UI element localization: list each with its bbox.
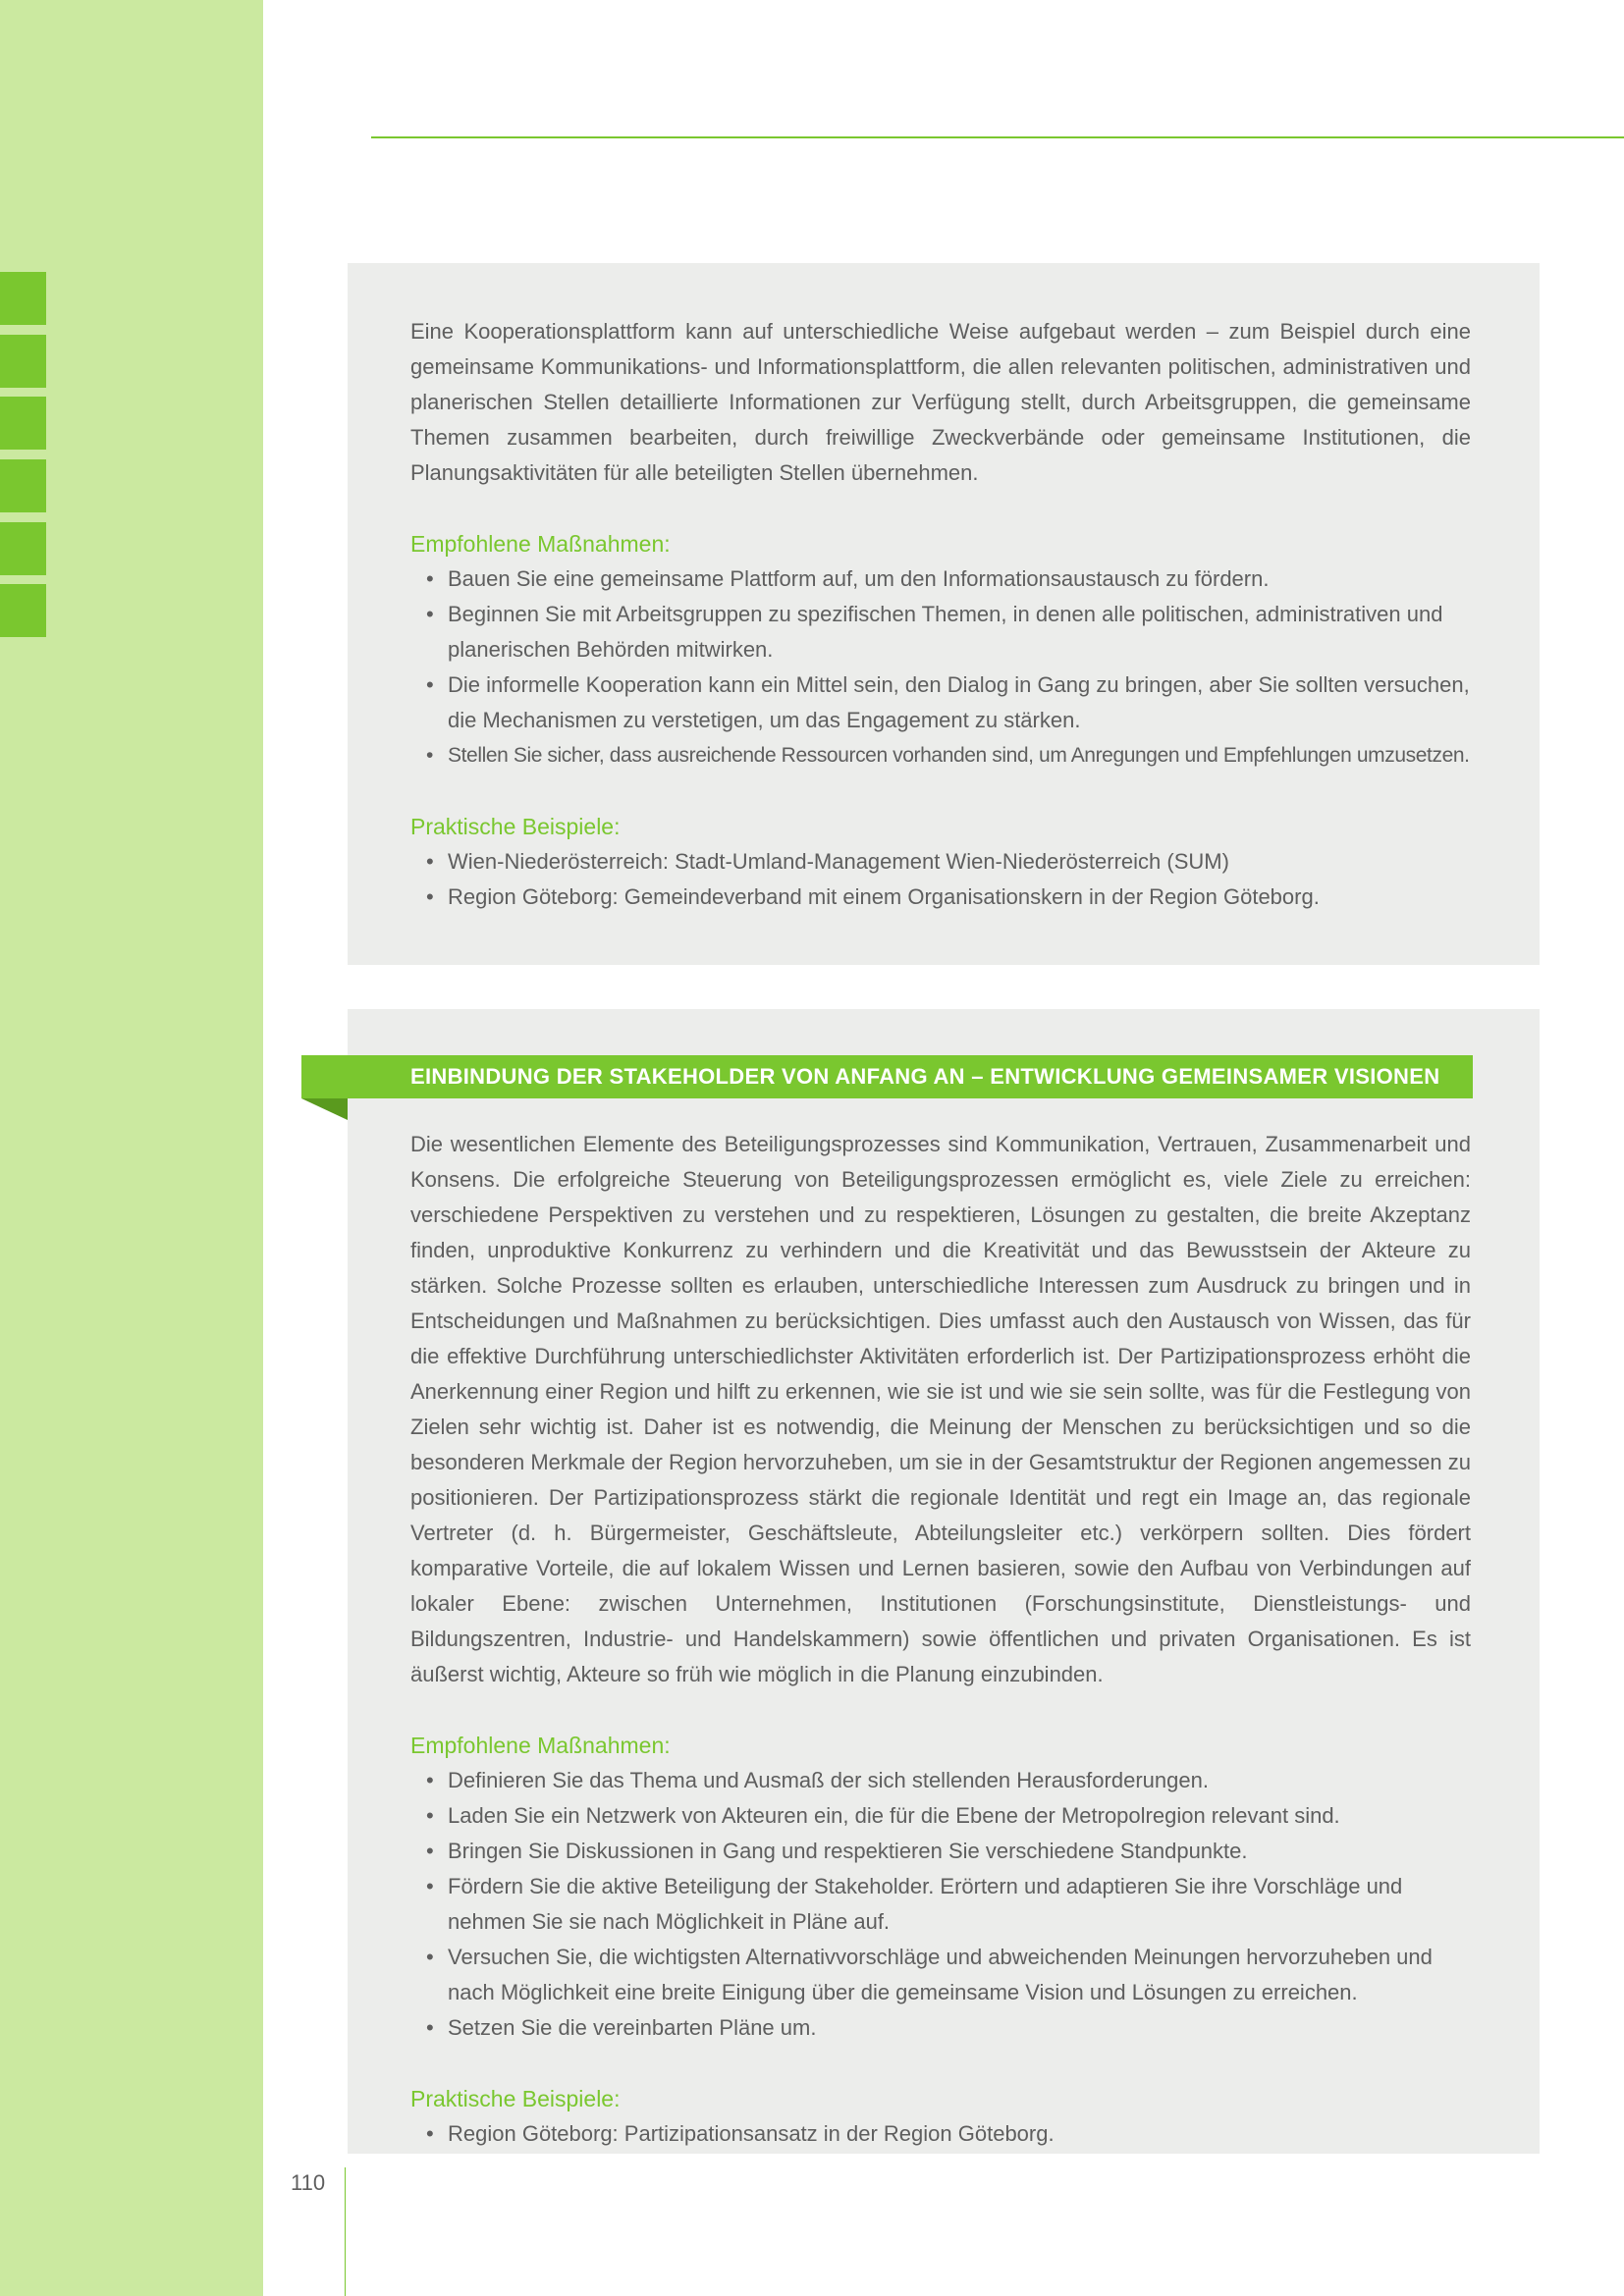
info-box-cooperation — [348, 263, 1540, 965]
info-box-content — [410, 314, 1471, 915]
measures-list — [410, 1763, 1471, 2046]
examples-list — [410, 844, 1471, 915]
info-box-content — [410, 1127, 1471, 2152]
intro-paragraph: Eine Kooperationsplattform kann auf unterschiedliche Weise aufgebaut werden – zum Beispiel durch eine gemeinsame Kommunikations- und Informationsplattform, die allen relevanten politischen, administrativen und planerischen Stellen detaillierte Informationen zur Verfügung stellt, durch Arbeitsgruppen, die gemeinsame Themen zusammen bearbeiten, durch freiwillige Zweckverbände oder gemeinsame Institutionen, die Planungsaktivitäten für alle beteiligten Stellen übernehmen. — [410, 319, 1471, 485]
sidebar-tab-5 — [0, 522, 46, 575]
list-item: • Wien-Niederösterreich: Stadt-Umland-Management Wien-Niederösterreich (SUM) — [410, 844, 1471, 880]
list-item: • Definieren Sie das Thema und Ausmaß der sich stellenden Herausforderungen. — [410, 1763, 1471, 1798]
sidebar-tab-2 — [0, 335, 46, 388]
list-item: • Die informelle Kooperation kann ein Mittel sein, den Dialog in Gang zu bringen, aber Sie sollten versuchen, die Mechanismen zu verstetigen, um das Engagement zu stärken. — [410, 667, 1471, 738]
list-item: • Laden Sie ein Netzwerk von Akteuren ein, die für die Ebene der Metropolregion relevant sind. — [410, 1798, 1471, 1834]
measures-list — [410, 561, 1471, 774]
list-item: • Setzen Sie die vereinbarten Pläne um. — [410, 2010, 1471, 2046]
examples-heading: Praktische Beispiele: — [410, 2086, 621, 2111]
list-item: • Bauen Sie eine gemeinsame Plattform auf, um den Informationsaustausch zu fördern. — [410, 561, 1471, 597]
banner-fold-corner — [301, 1098, 348, 1120]
intro-paragraph: Die wesentlichen Elemente des Beteiligungsprozesses sind Kommunikation, Vertrauen, Zusammenarbeit und Konsens. Die erfolgreiche Steuerung von Beteiligungsprozessen ermöglicht es, viele Ziele zu erreichen: verschiedene Perspektiven zu verstehen und zu respektieren, Lösungen zu gestalten, die breite Akzeptanz finden, unproduktive Konkurrenz zu verhindern und die Kreativität und das Bewusstsein der Akteure zu stärken. Solche Prozesse sollten es erlauben, unterschiedliche Interessen zum Ausdruck zu bringen und in Entscheidungen und Maßnahmen zu berücksichtigen. Dies umfasst auch den Austausch von Wissen, das für die effektive Durchführung unterschiedlichster Aktivitäten erforderlich ist. Der Partizipationsprozess erhöht die Anerkennung einer Region und hilft zu erkennen, wie sie ist und wie sie sein sollte, was für die Festlegung von Zielen sehr wichtig ist. Daher ist es notwendig, die Meinung der Menschen zu berücksichtigen und so die besonderen Merkmale der Region hervorzuheben, um sie in der Gesamtstruktur der Regionen angemessen zu positionieren. Der Partizipationsprozess stärkt die regionale Identität und regt ein Image an, das regionale Vertreter (d. h. Bürgermeister, Geschäftsleute, Abteilungsleiter etc.) verkörpern sollten. Dies fördert komparative Vorteile, die auf lokalem Wissen und Lernen basieren, sowie den Aufbau von Verbindungen auf lokaler Ebene: zwischen Unternehmen, Institutionen (Forschungsinstitute, Dienstleistungs- und Bildungszentren, Industrie- und Handelskammern) sowie öffentlichen und privaten Organisationen. Es ist äußerst wichtig, Akteure so früh wie möglich in die Planung einzubinden. — [410, 1132, 1471, 1686]
measures-heading: Empfohlene Maßnahmen: — [410, 531, 671, 557]
sidebar-tab-1 — [0, 272, 46, 325]
section-title-banner — [301, 1055, 1473, 1098]
examples-heading: Praktische Beispiele: — [410, 814, 621, 839]
list-item: • Stellen Sie sicher, dass ausreichende Ressourcen vorhanden sind, um Anregungen und Empfehlungen umzusetzen. — [410, 738, 1471, 774]
list-item: • Beginnen Sie mit Arbeitsgruppen zu spezifischen Themen, in denen alle politischen, administrativen und planerischen Behörden mitwirken. — [410, 597, 1471, 667]
footer-rule — [345, 2167, 346, 2296]
sidebar-tab-4 — [0, 459, 46, 512]
list-item: • Versuchen Sie, die wichtigsten Alternativvorschläge und abweichenden Meinungen hervorzuheben und nach Möglichkeit eine breite Einigung über die gemeinsame Vision und Lösungen zu erreichen. — [410, 1940, 1471, 2010]
examples-list — [410, 2116, 1471, 2152]
section-title: EINBINDUNG DER STAKEHOLDER VON ANFANG AN – ENTWICKLUNG GEMEINSAMER VISIONEN — [410, 1064, 1440, 1089]
sidebar-band — [0, 0, 263, 2296]
list-item: • Region Göteborg: Gemeindeverband mit einem Organisationskern in der Region Göteborg. — [410, 880, 1471, 915]
sidebar-tab-3 — [0, 397, 46, 450]
header-rule — [371, 136, 1624, 138]
list-item: • Fördern Sie die aktive Beteiligung der Stakeholder. Erörtern und adaptieren Sie ihre Vorschläge und nehmen Sie sie nach Möglichkeit in Pläne auf. — [410, 1869, 1471, 1940]
info-box-stakeholder — [348, 1009, 1540, 2154]
list-item: • Region Göteborg: Partizipationsansatz in der Region Göteborg. — [410, 2116, 1471, 2152]
measures-heading: Empfohlene Maßnahmen: — [410, 1733, 671, 1758]
page-number: 110 — [291, 2170, 326, 2195]
sidebar-tab-6 — [0, 584, 46, 637]
list-item: • Bringen Sie Diskussionen in Gang und respektieren Sie verschiedene Standpunkte. — [410, 1834, 1471, 1869]
